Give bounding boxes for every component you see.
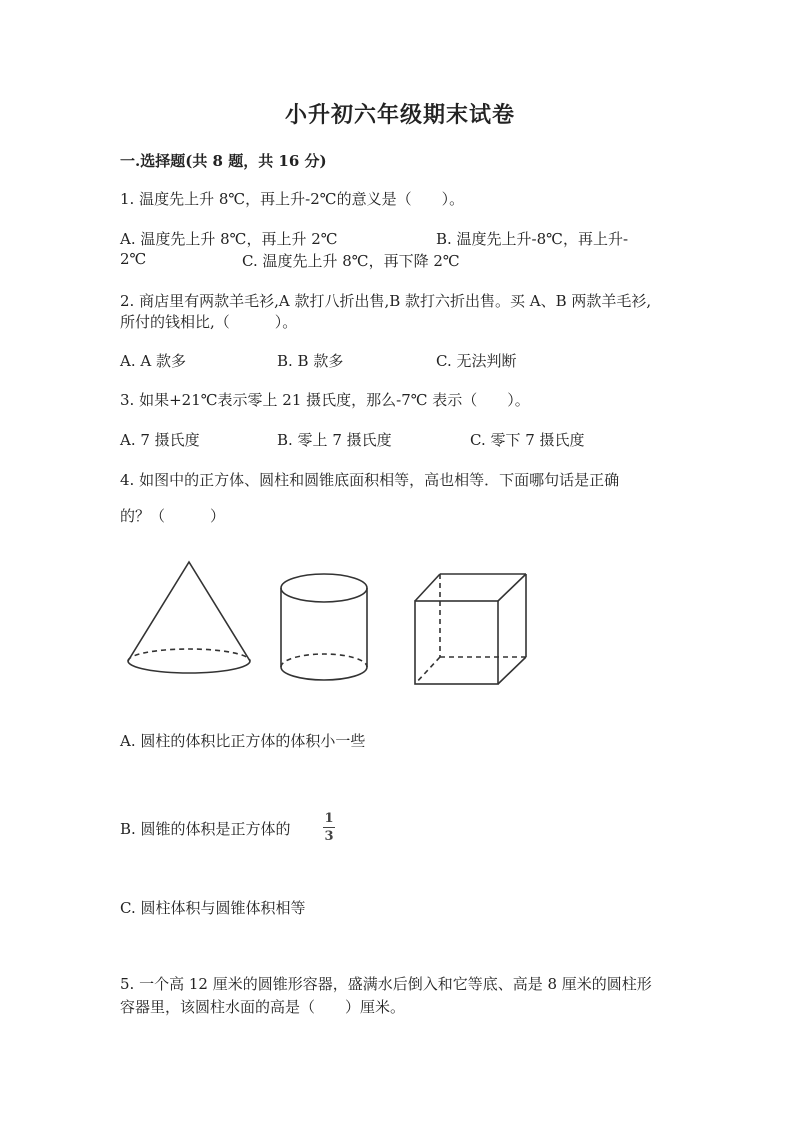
question-1-option-b-continued: 2℃ bbox=[120, 250, 147, 268]
question-4-option-a: A. 圆柱的体积比正方体的体积小一些 bbox=[120, 732, 366, 750]
question-3-option-a: A. 7 摄氏度 bbox=[120, 431, 200, 449]
page-title: 小升初六年级期末试卷 bbox=[284, 102, 515, 128]
question-4-option-b: B. 圆锥的体积是正方体的 bbox=[120, 820, 291, 838]
question-3-option-b: B. 零上 7 摄氏度 bbox=[277, 431, 392, 449]
question-2-line-1: 2. 商店里有两款羊毛衫,A 款打八折出售,B 款打六折出售。买 A、B 两款羊毛衫, bbox=[120, 292, 652, 310]
fraction-bar bbox=[323, 827, 335, 828]
question-4-option-c: C. 圆柱体积与圆锥体积相等 bbox=[120, 899, 306, 917]
section-heading-multiple-choice: 一.选择题(共 8 题，共 16 分) bbox=[120, 152, 327, 170]
question-4-line-2: 的？（ ） bbox=[120, 507, 226, 525]
fraction-numerator: 1 bbox=[324, 811, 334, 826]
question-2-line-2: 所付的钱相比,（ ）。 bbox=[120, 313, 298, 331]
question-1-option-b: B. 温度先上升-8℃，再上升- bbox=[436, 230, 629, 248]
solids-figure bbox=[122, 556, 542, 696]
question-5-line-1: 5. 一个高 12 厘米的圆锥形容器，盛满水后倒入和它等底、高是 8 厘米的圆柱形 bbox=[120, 975, 652, 993]
question-2-option-b: B. B 款多 bbox=[277, 352, 344, 370]
cylinder-shape bbox=[281, 574, 367, 680]
question-2-option-a: A. A 款多 bbox=[120, 352, 186, 370]
question-4-line-1: 4. 如图中的正方体、圆柱和圆锥底面积相等，高也相等．下面哪句话是正确 bbox=[120, 471, 620, 489]
question-2-option-c: C. 无法判断 bbox=[436, 352, 517, 370]
cone-shape bbox=[128, 562, 250, 673]
question-1-option-a: A. 温度先上升 8℃，再上升 2℃ bbox=[120, 230, 338, 248]
cube-shape bbox=[415, 574, 526, 684]
fraction-denominator: 3 bbox=[324, 829, 334, 844]
question-5-line-2: 容器里，该圆柱水面的高是（ ）厘米。 bbox=[120, 998, 406, 1016]
question-1: 1. 温度先上升 8℃，再上升-2℃的意义是（ ）。 bbox=[120, 190, 465, 208]
question-3-option-c: C. 零下 7 摄氏度 bbox=[470, 431, 585, 449]
fraction-one-third bbox=[320, 811, 338, 844]
question-1-option-c: C. 温度先上升 8℃，再下降 2℃ bbox=[242, 252, 460, 270]
question-3: 3. 如果+21℃表示零上 21 摄氏度，那么-7℃ 表示（ ）。 bbox=[120, 391, 530, 409]
